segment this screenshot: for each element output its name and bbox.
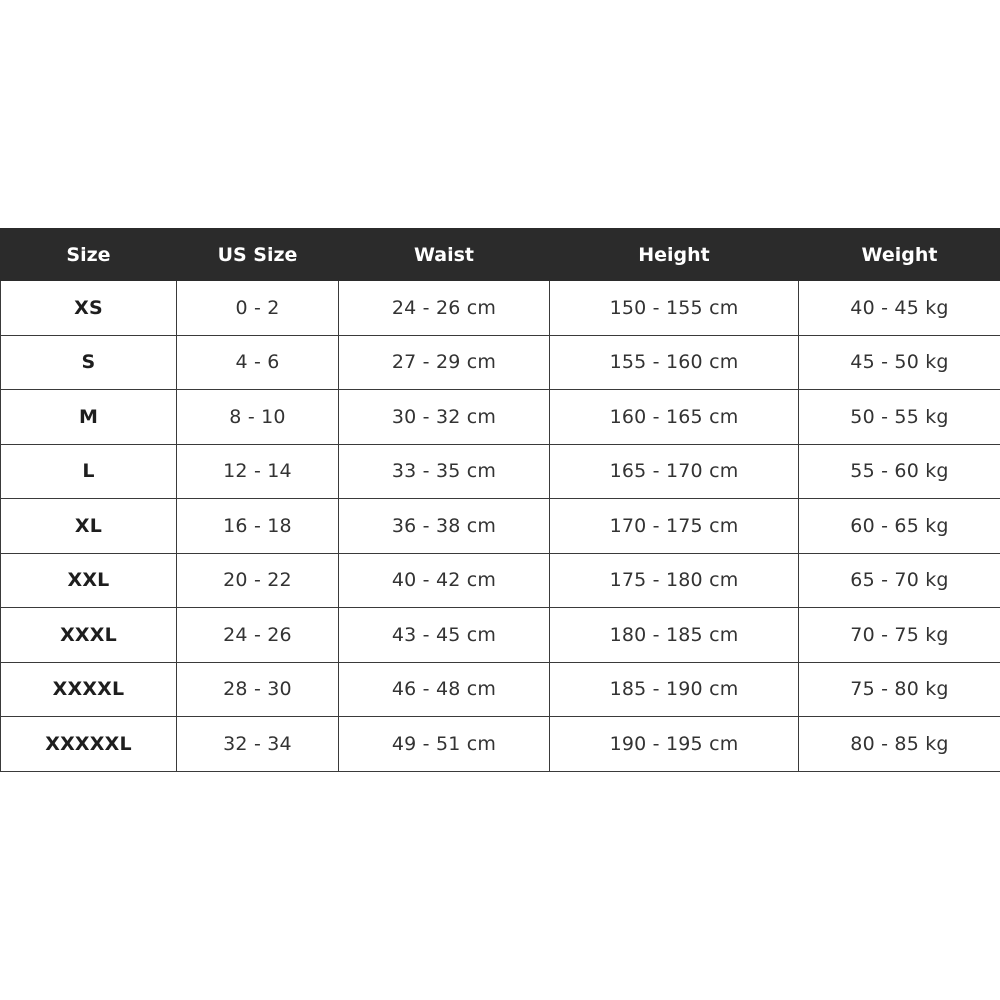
table-row	[1, 390, 1000, 445]
size-cell: XL	[1, 499, 177, 554]
waist-cell: 27 - 29 cm	[339, 335, 550, 390]
size-cell: XXXXXL	[1, 717, 177, 772]
table-row	[1, 553, 1000, 608]
size-cell: M	[1, 390, 177, 445]
height-cell: 165 - 170 cm	[550, 444, 799, 499]
height-cell: 175 - 180 cm	[550, 553, 799, 608]
table-row	[1, 444, 1000, 499]
us-size-cell: 20 - 22	[177, 553, 339, 608]
header-weight: Weight	[799, 229, 1000, 281]
waist-cell: 49 - 51 cm	[339, 717, 550, 772]
header-waist: Waist	[339, 229, 550, 281]
table-row	[1, 281, 1000, 336]
waist-cell: 33 - 35 cm	[339, 444, 550, 499]
table-header	[1, 229, 1000, 281]
size-cell: XXL	[1, 553, 177, 608]
weight-cell: 80 - 85 kg	[799, 717, 1000, 772]
table-row	[1, 335, 1000, 390]
weight-cell: 40 - 45 kg	[799, 281, 1000, 336]
us-size-cell: 24 - 26	[177, 608, 339, 663]
weight-cell: 75 - 80 kg	[799, 662, 1000, 717]
size-cell: XXXXL	[1, 662, 177, 717]
us-size-cell: 28 - 30	[177, 662, 339, 717]
table-row	[1, 662, 1000, 717]
header-row	[1, 229, 1000, 281]
table-row	[1, 608, 1000, 663]
size-cell: XXXL	[1, 608, 177, 663]
us-size-cell: 32 - 34	[177, 717, 339, 772]
header-height: Height	[550, 229, 799, 281]
waist-cell: 46 - 48 cm	[339, 662, 550, 717]
weight-cell: 50 - 55 kg	[799, 390, 1000, 445]
us-size-cell: 0 - 2	[177, 281, 339, 336]
waist-cell: 24 - 26 cm	[339, 281, 550, 336]
height-cell: 160 - 165 cm	[550, 390, 799, 445]
us-size-cell: 12 - 14	[177, 444, 339, 499]
weight-cell: 45 - 50 kg	[799, 335, 1000, 390]
weight-cell: 70 - 75 kg	[799, 608, 1000, 663]
weight-cell: 55 - 60 kg	[799, 444, 1000, 499]
weight-cell: 60 - 65 kg	[799, 499, 1000, 554]
waist-cell: 43 - 45 cm	[339, 608, 550, 663]
size-cell: XS	[1, 281, 177, 336]
waist-cell: 40 - 42 cm	[339, 553, 550, 608]
height-cell: 155 - 160 cm	[550, 335, 799, 390]
height-cell: 190 - 195 cm	[550, 717, 799, 772]
header-size: Size	[1, 229, 177, 281]
height-cell: 180 - 185 cm	[550, 608, 799, 663]
height-cell: 150 - 155 cm	[550, 281, 799, 336]
header-us-size: US Size	[177, 229, 339, 281]
table-body	[1, 281, 1000, 772]
weight-cell: 65 - 70 kg	[799, 553, 1000, 608]
waist-cell: 30 - 32 cm	[339, 390, 550, 445]
waist-cell: 36 - 38 cm	[339, 499, 550, 554]
table-row	[1, 717, 1000, 772]
size-cell: L	[1, 444, 177, 499]
size-chart-table	[0, 228, 1000, 772]
us-size-cell: 4 - 6	[177, 335, 339, 390]
height-cell: 185 - 190 cm	[550, 662, 799, 717]
table-row	[1, 499, 1000, 554]
us-size-cell: 16 - 18	[177, 499, 339, 554]
height-cell: 170 - 175 cm	[550, 499, 799, 554]
us-size-cell: 8 - 10	[177, 390, 339, 445]
size-cell: S	[1, 335, 177, 390]
